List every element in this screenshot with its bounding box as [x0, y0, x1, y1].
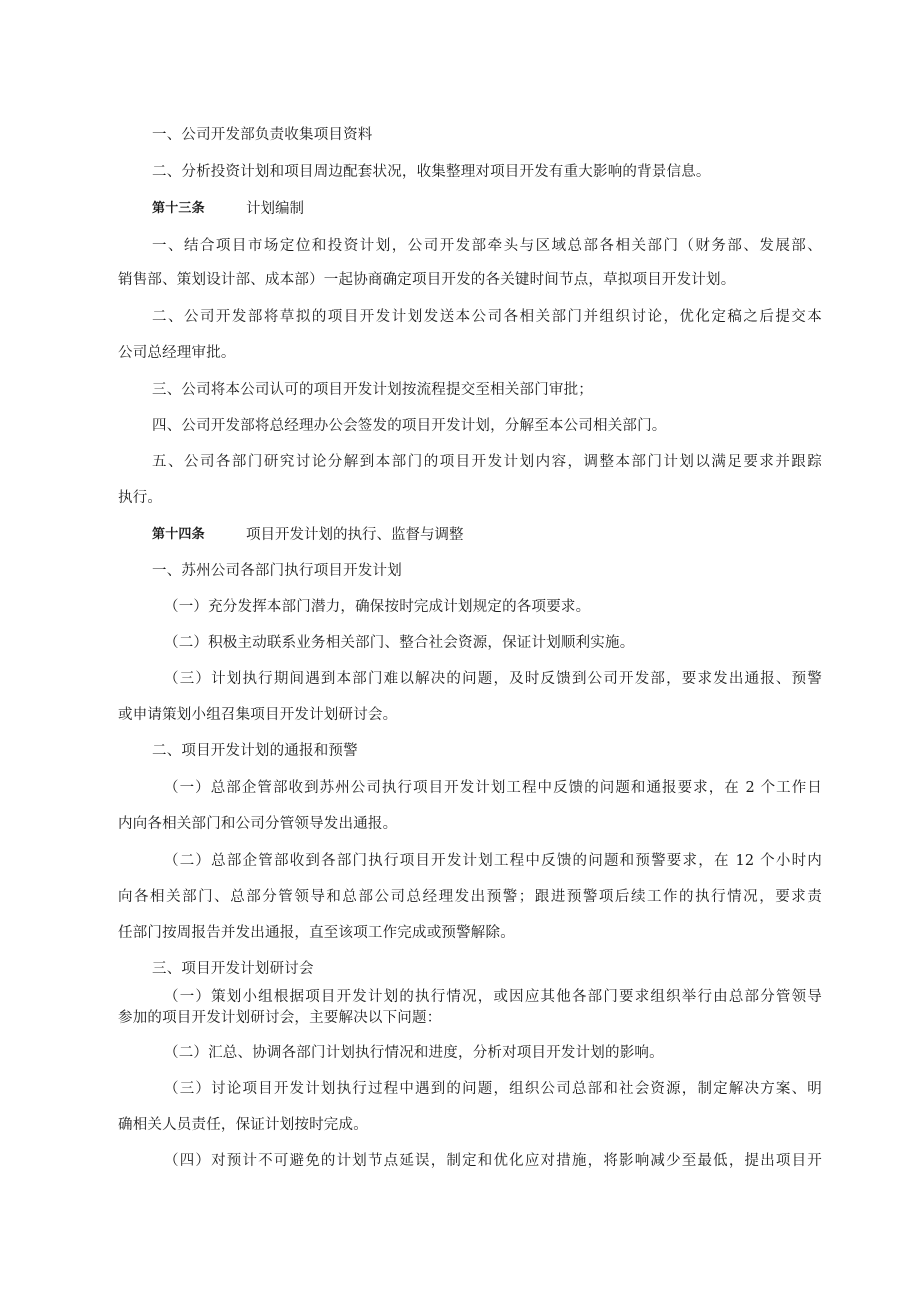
paragraph-collect-materials: 一、公司开发部负责收集项目资料 — [152, 127, 373, 143]
art14-sec1-item-3-line-1: （三）计划执行期间遇到本部门难以解决的问题，及时反馈到公司开发部，要求发出通报、预警 — [164, 671, 822, 687]
art13-item-5-line-2: 执行。 — [118, 490, 163, 506]
art14-sec3-item-3-line-2: 确相关人员责任，保证计划按时完成。 — [118, 1117, 368, 1133]
art14-sec3-item-2: （二）汇总、协调各部门计划执行情况和进度，分析对项目开发计划的影响。 — [164, 1045, 664, 1061]
art14-sec1-item-1: （一）充分发挥本部门潜力，确保按时完成计划规定的各项要求。 — [164, 599, 591, 615]
art14-sec3-item-3-line-1: （三）讨论项目开发计划执行过程中遇到的问题，组织公司总部和社会资源，制定解决方案、明 — [164, 1081, 822, 1097]
art14-sec2-item-2-line-1: （二）总部企管部收到各部门执行项目开发计划工程中反馈的问题和预警要求，在 12 个小时内 — [164, 853, 822, 869]
article-14-title: 项目开发计划的执行、监督与调整 — [246, 527, 464, 543]
art14-sec3-item-1-line-2: 参加的项目开发计划研讨会，主要解决以下问题： — [118, 1010, 442, 1026]
art13-item-3: 三、公司将本公司认可的项目开发计划按流程提交至相关部门审批； — [152, 382, 593, 398]
art14-sec2-item-1-line-2: 内向各相关部门和公司分管领导发出通报。 — [118, 816, 398, 832]
art14-sec1-title: 一、苏州公司各部门执行项目开发计划 — [152, 563, 402, 579]
article-13-title: 计划编制 — [246, 201, 304, 217]
art14-sec3-item-4-line-1: （四）对预计不可避免的计划节点延误，制定和优化应对措施，将影响减少至最低，提出项目开 — [164, 1153, 822, 1169]
art14-sec2-item-2-line-2: 向各相关部门、总部分管领导和总部公司总经理发出预警；跟进预警项后续工作的执行情况，要求责 — [118, 889, 822, 905]
art13-item-4: 四、公司开发部将总经理办公会签发的项目开发计划，分解至本公司相关部门。 — [152, 418, 667, 434]
art14-sec1-item-2: （二）积极主动联系业务相关部门、整合社会资源，保证计划顺利实施。 — [164, 635, 635, 651]
art14-sec3-title: 三、项目开发计划研讨会 — [152, 961, 314, 977]
art14-sec2-title: 二、项目开发计划的通报和预警 — [152, 743, 358, 759]
article-14-number: 第十四条 — [152, 527, 205, 542]
art13-item-1-line-2: 销售部、策划设计部、成本部）一起协商确定项目开发的各关键时间节点，草拟项目开发计划。 — [118, 272, 736, 288]
art13-item-2-line-2: 公司总经理审批。 — [118, 345, 236, 361]
art14-sec1-item-3-line-2: 或申请策划小组召集项目开发计划研讨会。 — [118, 707, 398, 723]
paragraph-analyze-investment: 二、分析投资计划和项目周边配套状况，收集整理对项目开发有重大影响的背景信息。 — [152, 164, 711, 180]
art13-item-1-line-1: 一、结合项目市场定位和投资计划，公司开发部牵头与区域总部各相关部门（财务部、发展部、 — [152, 238, 822, 254]
art14-sec2-item-2-line-3: 任部门按周报告并发出通报，直至该项工作完成或预警解除。 — [118, 925, 515, 941]
article-13-number: 第十三条 — [152, 201, 205, 216]
art13-item-5-line-1: 五、公司各部门研究讨论分解到本部门的项目开发计划内容，调整本部门计划以满足要求并跟踪 — [152, 454, 822, 470]
art13-item-2-line-1: 二、公司开发部将草拟的项目开发计划发送本公司各相关部门并组织讨论，优化定稿之后提交本 — [152, 309, 822, 325]
art14-sec3-item-1-line-1: （一）策划小组根据项目开发计划的执行情况，或因应其他各部门要求组织举行由总部分管领导 — [164, 989, 822, 1005]
art14-sec2-item-1-line-1: （一）总部企管部收到苏州公司执行项目开发计划工程中反馈的问题和通报要求，在 2 个工作日 — [164, 780, 822, 796]
